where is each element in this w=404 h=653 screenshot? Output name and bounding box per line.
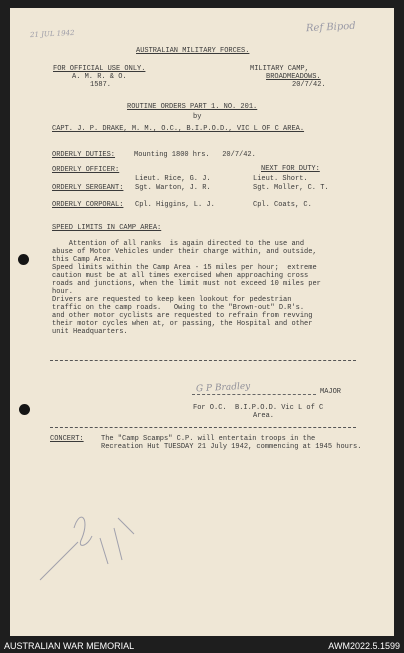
next-for-duty-label: NEXT FOR DUTY: (261, 165, 320, 173)
signature-area: Area. (253, 412, 275, 420)
speed-line: Speed limits within the Camp Area - 15 miles per hour; extreme (52, 264, 317, 272)
speed-line: and other motor cyclists are requested to refrain from revving (52, 312, 313, 320)
header-left-line-3: 1587. (90, 81, 112, 89)
speed-line: hour. (52, 288, 74, 296)
handwritten-note: Ref Bipod (305, 20, 356, 35)
orderly-officer-next: Lieut. Short. (253, 175, 308, 183)
punch-hole-bottom (19, 404, 30, 415)
speed-line: their motor cycles when at, or passing, the Hospital and other (52, 320, 313, 328)
orders-commander: CAPT. J. P. DRAKE, M. M., O.C., B.I.P.O.D., VIC L OF C AREA. (52, 125, 305, 133)
concert-line: The "Camp Scamps" C.P. will entertain troops in the (101, 435, 316, 443)
speed-line: this Camp Area. (52, 256, 116, 264)
speed-line: traffic on the camp roads. Owing to the "Brown-out" D.R's. (52, 304, 305, 312)
speed-line: unit Headquarters. (52, 328, 128, 336)
dashed-divider-bottom (50, 427, 356, 428)
header-right-line-2: BROADMEADOWS. (266, 73, 321, 81)
speed-line: caution must be at all times exercised when approaching cross (52, 272, 309, 280)
signature-line (192, 394, 316, 395)
orderly-officer-label: ORDERLY OFFICER: (52, 166, 120, 174)
concert-line: Recreation Hut TUESDAY 21 July 1942, commencing at 1945 hours. (101, 443, 362, 451)
signature: G P Bradley (195, 381, 251, 395)
orderly-sergeant-label: ORDERLY SERGEANT: (52, 184, 124, 192)
footer-institution: AUSTRALIAN WAR MEMORIAL (4, 641, 135, 651)
orders-title: ROUTINE ORDERS PART 1. NO. 201. (127, 103, 258, 111)
document-title: AUSTRALIAN MILITARY FORCES. (136, 47, 250, 55)
archive-footer (0, 640, 404, 653)
speed-line: abuse of Motor Vehicles under their charge within, and outside, (52, 248, 317, 256)
date-stamp: 21 JUL 1942 (29, 28, 75, 40)
speed-line: roads and junctions, when the limit must not exceed 10 miles per (52, 280, 321, 288)
orders-by: by (193, 113, 202, 121)
footer-accession-number: AWM2022.5.1599 (328, 641, 400, 651)
speed-line: Drivers are requested to keep keen lookout for pedestrian (52, 296, 292, 304)
concert-label: CONCERT: (50, 435, 84, 443)
orderly-corporal-value: Cpl. Higgins, L. J. (135, 201, 215, 209)
header-left-line-1: FOR OFFICIAL USE ONLY. (53, 65, 146, 73)
orderly-corporal-label: ORDERLY CORPORAL: (52, 201, 124, 209)
header-left-line-2: A. M. R. & O. (72, 73, 127, 81)
dashed-divider-top (50, 360, 356, 361)
orderly-sergeant-value: Sgt. Warton, J. R. (135, 184, 211, 192)
speed-line: Attention of all ranks is again directed to the use and (52, 240, 305, 248)
punch-hole-top (18, 254, 29, 265)
orderly-officer-value: Lieut. Rice, G. J. (135, 175, 211, 183)
orderly-corporal-next: Cpl. Coats, C. (253, 201, 312, 209)
pencil-scribble (30, 498, 140, 588)
header-right-line-1: MILITARY CAMP, (250, 65, 309, 73)
orderly-duties-value: Mounting 1800 hrs. 20/7/42. (134, 151, 256, 159)
signature-for-line: For O.C. B.I.P.O.D. Vic L of C (193, 404, 324, 412)
speed-limits-body (52, 240, 321, 336)
orderly-sergeant-next: Sgt. Moller, C. T. (253, 184, 329, 192)
signature-rank: MAJOR (320, 388, 342, 396)
header-right-line-3: 20/7/42. (292, 81, 326, 89)
orderly-duties-label: ORDERLY DUTIES: (52, 151, 116, 159)
speed-limits-heading: SPEED LIMITS IN CAMP AREA: (52, 224, 162, 232)
document-page (10, 8, 394, 636)
